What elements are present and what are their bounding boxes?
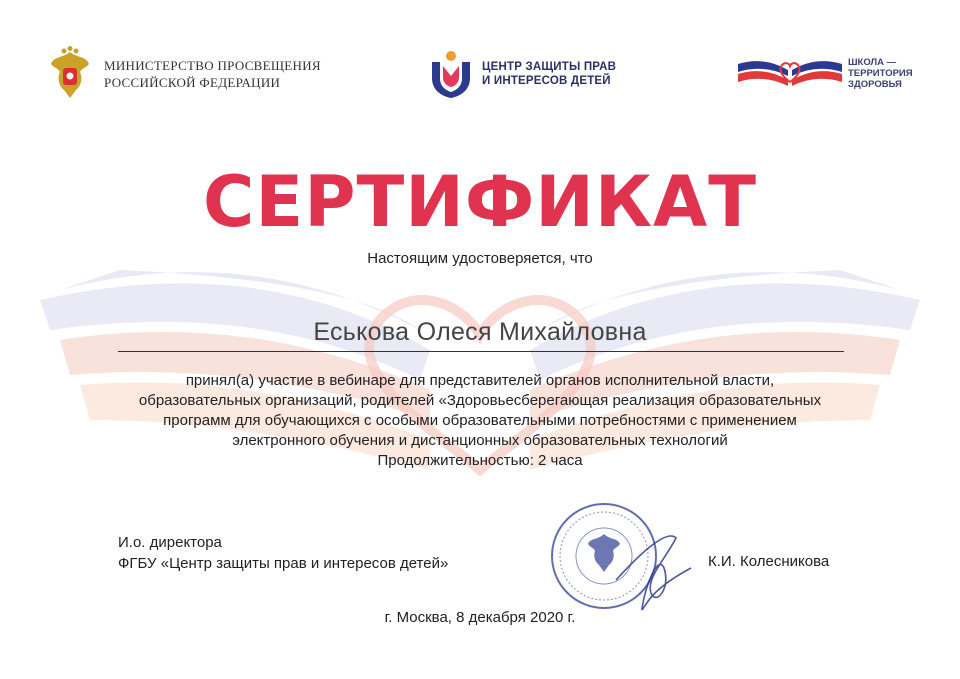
body-line: образовательных организаций, родителей «Здоровьесберегающая реализация образовательных (138, 392, 822, 409)
child-rights-center-logo (428, 50, 616, 98)
coat-of-arms-icon (48, 46, 92, 102)
school-name-line1: ШКОЛА — (848, 56, 897, 68)
duration-line: Продолжительностью: 2 часа (377, 452, 583, 469)
signer-name: К.И. Колесникова (708, 553, 830, 570)
child-rights-center-icon (428, 50, 474, 98)
certificate-body (100, 371, 860, 471)
place-and-date: г. Москва, 8 декабря 2020 г. (384, 609, 576, 626)
body-line: электронного обучения и дистанционных образовательных технологий (232, 432, 728, 449)
header (0, 40, 960, 110)
signer-title: И.о. директора (118, 534, 222, 551)
body-line: программ для обучающихся с особыми образовательными потребностями с применением (163, 412, 797, 429)
center-name-line1: ЦЕНТР ЗАЩИТЫ ПРАВ (482, 61, 617, 73)
signer-organization: ФГБУ «Центр защиты прав и интересов детей» (118, 555, 449, 572)
ministry-name-line2: РОССИЙСКОЙ ФЕДЕРАЦИИ (104, 75, 281, 90)
school-health-logo (736, 52, 913, 94)
center-name-line2: И ИНТЕРЕСОВ ДЕТЕЙ (482, 75, 611, 87)
school-name-line3: ЗДОРОВЬЯ (848, 78, 902, 90)
school-name-line2: ТЕРРИТОРИЯ (848, 67, 913, 79)
signer-position (118, 532, 448, 574)
recipient-underline (118, 351, 844, 352)
body-line: принял(а) участие в вебинаре для представителей органов исполнительной власти, (185, 372, 775, 389)
seal-and-signature (546, 498, 696, 616)
ministry-logo (48, 46, 321, 102)
certificate-title: СЕРТИФИКАТ (203, 161, 757, 243)
ministry-name-line1: МИНИСТЕРСТВО ПРОСВЕЩЕНИЯ (104, 58, 321, 73)
school-health-book-icon (736, 52, 844, 94)
certifies-text: Настоящим удостоверяется, что (367, 250, 593, 267)
recipient-name: Еськова Олеся Михайловна (313, 318, 647, 346)
